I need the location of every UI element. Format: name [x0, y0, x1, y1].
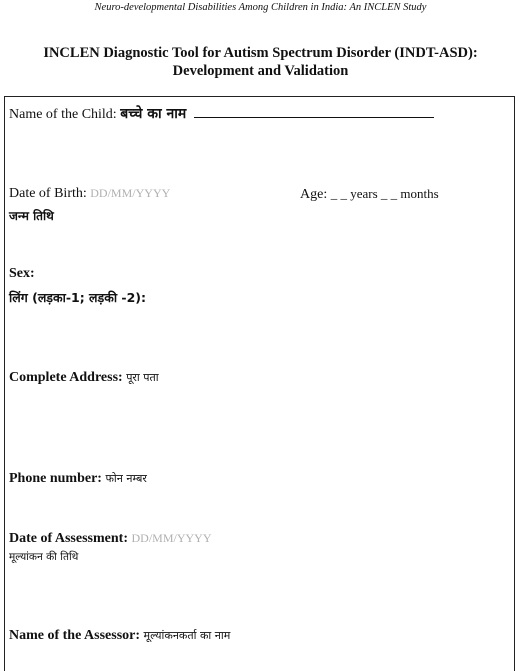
assessment-date-label: Date of Assessment:	[9, 531, 128, 546]
child-name-field	[9, 104, 434, 123]
phone-label: Phone number:	[9, 471, 102, 486]
assessment-date-placeholder[interactable]: DD/MM/YYYY	[131, 531, 212, 545]
document-title: INCLEN Diagnostic Tool for Autism Spectrum Disorder (INDT-ASD): Development and Validation	[43, 45, 478, 79]
dob-hindi: जन्म तिथि	[9, 209, 54, 223]
sex-label: Sex:	[9, 266, 35, 281]
running-header: Neuro-developmental Disabilities Among Children in India: An INCLEN Study	[94, 2, 427, 13]
assessor-hindi: मूल्यांकनकर्ता का नाम	[143, 629, 231, 642]
sex-hindi[interactable]: लिंग (लड़का-1; लड़की -2):	[9, 290, 147, 305]
address-label: Complete Address:	[9, 370, 123, 385]
assessor-label: Name of the Assessor:	[9, 628, 141, 643]
dob-label: Date of Birth:	[9, 186, 87, 201]
phone-hindi: फोन नम्बर	[105, 472, 147, 485]
dob-field	[9, 186, 170, 202]
assessor-field	[9, 628, 230, 644]
child-name-hindi: बच्चे का नाम	[120, 106, 187, 122]
address-hindi: पूरा पता	[126, 371, 159, 384]
age-value[interactable]: _ _ years _ _ months	[330, 186, 439, 201]
age-field	[300, 186, 439, 203]
child-name-input-line[interactable]	[194, 116, 434, 118]
phone-field	[9, 471, 147, 487]
child-name-label: Name of the Child:	[9, 107, 117, 122]
dob-placeholder[interactable]: DD/MM/YYYY	[90, 186, 171, 200]
assessment-date-field	[9, 531, 212, 547]
assessment-date-hindi: मूल्यांकन की तिथि	[9, 551, 79, 563]
age-label: Age:	[300, 187, 328, 202]
address-field	[9, 370, 159, 386]
